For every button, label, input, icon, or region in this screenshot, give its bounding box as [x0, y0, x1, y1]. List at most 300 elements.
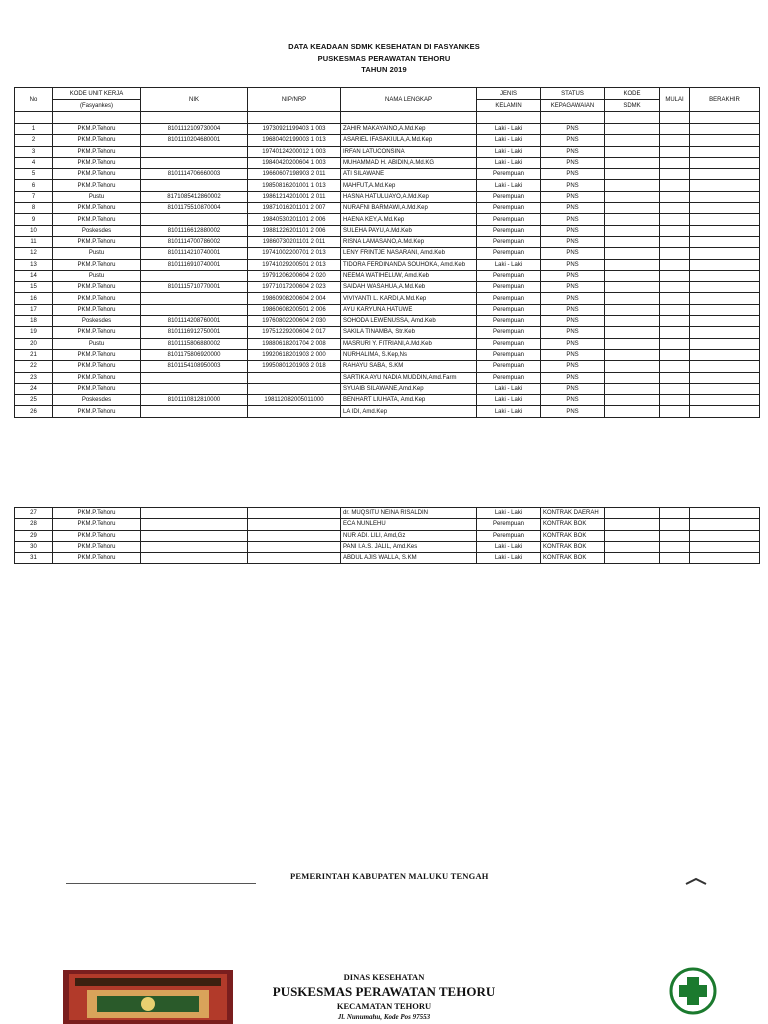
- cell-unit: PKM.P.Tehoru: [53, 406, 141, 417]
- cell-berakhir: [690, 282, 760, 293]
- cell-nik: [141, 508, 248, 519]
- cell-no: 9: [15, 214, 53, 225]
- cell-berakhir: [690, 124, 760, 135]
- cell-nip: 19730921199403 1 003: [248, 124, 341, 135]
- cell-no: 2: [15, 135, 53, 146]
- cell-nama: LA IDI, Amd.Kep: [341, 406, 477, 417]
- cell-status: PNS: [541, 124, 605, 135]
- cell-kode: [605, 541, 660, 552]
- cell-gender: Perempuan: [477, 372, 541, 383]
- report-subtitle: PUSKESMAS PERAWATAN TEHORU: [317, 54, 451, 63]
- cell-gender: Perempuan: [477, 519, 541, 530]
- cell-no: 30: [15, 541, 53, 552]
- cell-no: 19: [15, 327, 53, 338]
- cell-gender: Perempuan: [477, 304, 541, 315]
- cell-nama: HAENA KEY,A.Md.Kep: [341, 214, 477, 225]
- cell-status: PNS: [541, 349, 605, 360]
- cell-no: 17: [15, 304, 53, 315]
- cell-nik: [141, 146, 248, 157]
- cell-kode: [605, 316, 660, 327]
- table-row: [15, 214, 760, 225]
- cell-nip: 19840420200604 1 003: [248, 157, 341, 168]
- cell-kode: [605, 214, 660, 225]
- cell-nik: 8101115806880002: [141, 338, 248, 349]
- table-row: [15, 259, 760, 270]
- cell-mulai: [660, 406, 690, 417]
- cell-berakhir: [690, 508, 760, 519]
- cell-gender: Laki - Laki: [477, 135, 541, 146]
- cell-gender: Laki - Laki: [477, 124, 541, 135]
- cell-berakhir: [690, 406, 760, 417]
- cell-nip: [248, 508, 341, 519]
- cell-no: 20: [15, 338, 53, 349]
- cell-nama: LENY FRINTJE NASARANI, Amd.Keb: [341, 248, 477, 259]
- cell-nip: 19751229200604 2 017: [248, 327, 341, 338]
- cell-nama: RISNA LAMASANO,A.Md.Kep: [341, 236, 477, 247]
- cell-kode: [605, 236, 660, 247]
- cell-unit: PKM.P.Tehoru: [53, 361, 141, 372]
- cell-nik: 8101112109730004: [141, 124, 248, 135]
- cell-nama: ATI SILAWANE: [341, 169, 477, 180]
- cell-kode: [605, 282, 660, 293]
- cell-nama: BENHART LIUHATA, Amd.Kep: [341, 395, 477, 406]
- cell-nik: 8101175806920000: [141, 349, 248, 360]
- cell-status: PNS: [541, 146, 605, 157]
- cell-nama: NURAFNI BARMAWI,A.Md.Kep: [341, 203, 477, 214]
- cell-mulai: [660, 541, 690, 552]
- col-unit-top: KODE UNIT KERJA: [53, 88, 141, 100]
- cell-mulai: [660, 508, 690, 519]
- cell-unit: PKM.P.Tehoru: [53, 541, 141, 552]
- cell-unit: PKM.P.Tehoru: [53, 327, 141, 338]
- cell-kode: [605, 327, 660, 338]
- cell-status: KONTRAK BOK: [541, 530, 605, 541]
- cell-unit: Pustu: [53, 270, 141, 281]
- signature-line: [66, 883, 256, 884]
- cell-mulai: [660, 383, 690, 394]
- cell-nama: NURHALIMA, S.Kep,Ns: [341, 349, 477, 360]
- cell-mulai: [660, 553, 690, 564]
- cell-gender: Perempuan: [477, 316, 541, 327]
- cell-no: 7: [15, 191, 53, 202]
- cell-mulai: [660, 259, 690, 270]
- cell-kode: [605, 270, 660, 281]
- cell-nik: 8101114706660003: [141, 169, 248, 180]
- cell-status: KONTRAK BOK: [541, 519, 605, 530]
- cell-kode: [605, 124, 660, 135]
- cell-no: 27: [15, 508, 53, 519]
- cell-gender: Perempuan: [477, 191, 541, 202]
- cell-nama: SOHODA LEWENUSSA, Amd.Keb: [341, 316, 477, 327]
- header-row-top: [15, 88, 760, 100]
- cell-mulai: [660, 225, 690, 236]
- cell-mulai: [660, 519, 690, 530]
- cell-nik: [141, 293, 248, 304]
- cell-unit: PKM.P.Tehoru: [53, 530, 141, 541]
- cell-nip: 19741002200701 2 013: [248, 248, 341, 259]
- cell-unit: Pustu: [53, 248, 141, 259]
- cell-nik: 8101116612880002: [141, 225, 248, 236]
- dinas-title: DINAS KESEHATAN: [343, 972, 425, 982]
- cell-berakhir: [690, 361, 760, 372]
- cell-status: PNS: [541, 203, 605, 214]
- cell-berakhir: [690, 327, 760, 338]
- cell-status: KONTRAK BOK: [541, 553, 605, 564]
- cell-no: 24: [15, 383, 53, 394]
- table-row: [15, 553, 760, 564]
- cell-gender: Perempuan: [477, 270, 541, 281]
- table-row: [15, 270, 760, 281]
- cell-nik: [141, 304, 248, 315]
- cell-kode: [605, 338, 660, 349]
- cell-kode: [605, 519, 660, 530]
- cell-gender: Laki - Laki: [477, 146, 541, 157]
- cell-nama: MUHAMMAD H. ABIDIN,A.Md.KG: [341, 157, 477, 168]
- cell-berakhir: [690, 169, 760, 180]
- cell-nama: SARTIKA AYU NADIA MUDDIN,Amd.Farm: [341, 372, 477, 383]
- cell-status: PNS: [541, 293, 605, 304]
- table-row: [15, 180, 760, 191]
- cell-kode: [605, 146, 660, 157]
- cell-nip: 19740124200012 1 003: [248, 146, 341, 157]
- table-row: [15, 225, 760, 236]
- col-nik: NIK: [141, 88, 248, 112]
- table-row: [15, 293, 760, 304]
- cell-nip: 19741029200501 2 013: [248, 259, 341, 270]
- cell-no: 11: [15, 236, 53, 247]
- cell-kode: [605, 383, 660, 394]
- cell-no: 15: [15, 282, 53, 293]
- cell-no: 8: [15, 203, 53, 214]
- cell-no: 29: [15, 530, 53, 541]
- table-row: [15, 530, 760, 541]
- col-status-bottom: KEPAGAWAIAN: [541, 100, 605, 112]
- cell-unit: Pustu: [53, 338, 141, 349]
- cell-status: PNS: [541, 191, 605, 202]
- cell-status: KONTRAK DAERAH: [541, 508, 605, 519]
- table-row: [15, 406, 760, 417]
- cell-nama: SAKILA TINAMBA, Str.Keb: [341, 327, 477, 338]
- cell-no: 18: [15, 316, 53, 327]
- cell-mulai: [660, 372, 690, 383]
- cell-gender: Laki - Laki: [477, 259, 541, 270]
- table-row: [15, 236, 760, 247]
- cell-berakhir: [690, 248, 760, 259]
- cell-nik: 8101110812810000: [141, 395, 248, 406]
- cell-gender: Perempuan: [477, 338, 541, 349]
- cell-berakhir: [690, 203, 760, 214]
- cell-status: PNS: [541, 214, 605, 225]
- kecamatan-title: KECAMATAN TEHORU: [336, 1001, 432, 1011]
- government-header: PEMERINTAH KABUPATEN MALUKU TENGAH: [290, 871, 489, 881]
- cell-nik: [141, 519, 248, 530]
- cell-nik: [141, 553, 248, 564]
- cell-gender: Laki - Laki: [477, 541, 541, 552]
- cell-nama: NEEMA WATIHELUW, Amd.Keb: [341, 270, 477, 281]
- cell-gender: Laki - Laki: [477, 157, 541, 168]
- cell-mulai: [660, 293, 690, 304]
- chevron-up-icon: [684, 876, 708, 886]
- cell-nama: SYUAIB SILAWANE,Amd.Kep: [341, 383, 477, 394]
- cell-no: 16: [15, 293, 53, 304]
- cell-mulai: [660, 304, 690, 315]
- cell-nama: SULEHA PAYU,A.Md.Keb: [341, 225, 477, 236]
- table-row: [15, 395, 760, 406]
- cell-nik: 8101116912750001: [141, 327, 248, 338]
- cell-nama: RAHAYU SABA, S.KM: [341, 361, 477, 372]
- cell-status: PNS: [541, 304, 605, 315]
- cell-nama: TIDORA FERDINANDA SOUHOKA, Amd.Keb: [341, 259, 477, 270]
- cell-kode: [605, 259, 660, 270]
- cell-nip: 19950801201903 2 018: [248, 361, 341, 372]
- cell-status: PNS: [541, 157, 605, 168]
- cell-nip: 19860908200604 2 004: [248, 293, 341, 304]
- cell-no: 4: [15, 157, 53, 168]
- cell-kode: [605, 508, 660, 519]
- cell-nip: 19920618201903 2 000: [248, 349, 341, 360]
- cell-nik: 8101154108950003: [141, 361, 248, 372]
- cell-unit: PKM.P.Tehoru: [53, 383, 141, 394]
- cell-berakhir: [690, 225, 760, 236]
- cell-unit: Poskesdes: [53, 395, 141, 406]
- address-line: Jl. Nunumahu, Kode Pos 97553: [337, 1013, 431, 1021]
- cell-unit: PKM.P.Tehoru: [53, 508, 141, 519]
- cell-nama: ECA NUNLEHU: [341, 519, 477, 530]
- cell-nik: 8101114208760001: [141, 316, 248, 327]
- cell-nik: [141, 383, 248, 394]
- cell-berakhir: [690, 157, 760, 168]
- cell-nik: [141, 180, 248, 191]
- cell-no: 13: [15, 259, 53, 270]
- cell-no: 21: [15, 349, 53, 360]
- cell-nip: 19881226201101 2 006: [248, 225, 341, 236]
- cell-status: PNS: [541, 270, 605, 281]
- cell-nik: 8101116910740001: [141, 259, 248, 270]
- cell-nip: 19860730201101 2 011: [248, 236, 341, 247]
- cell-unit: PKM.P.Tehoru: [53, 304, 141, 315]
- cell-unit: PKM.P.Tehoru: [53, 293, 141, 304]
- cell-nik: [141, 157, 248, 168]
- cell-nik: [141, 214, 248, 225]
- cell-berakhir: [690, 383, 760, 394]
- cell-nik: 8101175510870004: [141, 203, 248, 214]
- table-row: [15, 541, 760, 552]
- cell-status: PNS: [541, 383, 605, 394]
- cell-nik: 8171085412860002: [141, 191, 248, 202]
- cell-mulai: [660, 236, 690, 247]
- cell-unit: PKM.P.Tehoru: [53, 203, 141, 214]
- cell-gender: Perempuan: [477, 203, 541, 214]
- col-kode-bottom: SDMK: [605, 100, 660, 112]
- cell-nama: ZAHIR MAKAYAINO,A.Md.Kep: [341, 124, 477, 135]
- table-row: [15, 146, 760, 157]
- cell-no: 14: [15, 270, 53, 281]
- cell-status: PNS: [541, 135, 605, 146]
- cell-gender: Perempuan: [477, 214, 541, 225]
- cell-kode: [605, 169, 660, 180]
- cell-berakhir: [690, 530, 760, 541]
- cell-nip: [248, 519, 341, 530]
- cell-kode: [605, 293, 660, 304]
- cell-nip: 19871016201101 2 007: [248, 203, 341, 214]
- cell-gender: Perempuan: [477, 293, 541, 304]
- cell-unit: PKM.P.Tehoru: [53, 519, 141, 530]
- cell-berakhir: [690, 541, 760, 552]
- cell-mulai: [660, 124, 690, 135]
- cell-berakhir: [690, 270, 760, 281]
- cell-no: 23: [15, 372, 53, 383]
- cell-gender: Perempuan: [477, 225, 541, 236]
- cell-kode: [605, 349, 660, 360]
- cell-gender: Perempuan: [477, 361, 541, 372]
- cell-no: 1: [15, 124, 53, 135]
- cell-berakhir: [690, 553, 760, 564]
- cell-status: PNS: [541, 361, 605, 372]
- cell-unit: PKM.P.Tehoru: [53, 236, 141, 247]
- cell-mulai: [660, 316, 690, 327]
- cell-nama: MAHFUT,A.Md.Kep: [341, 180, 477, 191]
- cell-status: PNS: [541, 248, 605, 259]
- cell-nik: [141, 406, 248, 417]
- cell-nik: [141, 270, 248, 281]
- cell-nama: ABDUL AJIS WALLA, S.KM: [341, 553, 477, 564]
- cell-kode: [605, 225, 660, 236]
- cell-status: PNS: [541, 236, 605, 247]
- cell-unit: PKM.P.Tehoru: [53, 124, 141, 135]
- cell-gender: Perempuan: [477, 349, 541, 360]
- cell-nama: ASARIEL IFASAKIULA,A.Md.Kep: [341, 135, 477, 146]
- cell-unit: PKM.P.Tehoru: [53, 146, 141, 157]
- spacer-row: [15, 112, 760, 124]
- cell-gender: Laki - Laki: [477, 508, 541, 519]
- cell-status: PNS: [541, 406, 605, 417]
- cell-mulai: [660, 146, 690, 157]
- cell-berakhir: [690, 338, 760, 349]
- col-no: No: [15, 88, 53, 112]
- table-row: [15, 157, 760, 168]
- cell-berakhir: [690, 395, 760, 406]
- cell-status: PNS: [541, 225, 605, 236]
- cell-mulai: [660, 530, 690, 541]
- cell-kode: [605, 553, 660, 564]
- cell-nip: 19861214201001 2 011: [248, 191, 341, 202]
- cell-mulai: [660, 327, 690, 338]
- cell-nik: [141, 372, 248, 383]
- cell-kode: [605, 157, 660, 168]
- cell-nama: PANI I.A.S. JALIL, Amd.Kes: [341, 541, 477, 552]
- cell-unit: PKM.P.Tehoru: [53, 135, 141, 146]
- cell-gender: Perempuan: [477, 282, 541, 293]
- cell-gender: Perempuan: [477, 530, 541, 541]
- cell-status: PNS: [541, 316, 605, 327]
- cell-mulai: [660, 191, 690, 202]
- cell-status: PNS: [541, 180, 605, 191]
- cell-berakhir: [690, 191, 760, 202]
- table-row: [15, 203, 760, 214]
- cell-status: PNS: [541, 259, 605, 270]
- cell-nip: 19840530201101 2 006: [248, 214, 341, 225]
- cell-nik: 8101114700786002: [141, 236, 248, 247]
- col-nip: NIP/NRP: [248, 88, 341, 112]
- col-status-top: STATUS: [541, 88, 605, 100]
- cell-no: 22: [15, 361, 53, 372]
- cell-kode: [605, 304, 660, 315]
- cell-unit: PKM.P.Tehoru: [53, 372, 141, 383]
- table-row: [15, 135, 760, 146]
- cell-no: 26: [15, 406, 53, 417]
- cell-no: 25: [15, 395, 53, 406]
- table-row: [15, 124, 760, 135]
- cell-nip: 19860608200501 2 006: [248, 304, 341, 315]
- cell-no: 6: [15, 180, 53, 191]
- cell-nik: 8101110204680001: [141, 135, 248, 146]
- cell-nip: [248, 553, 341, 564]
- cell-gender: Perempuan: [477, 248, 541, 259]
- cell-berakhir: [690, 259, 760, 270]
- cell-nip: 19760802200604 2 030: [248, 316, 341, 327]
- cell-mulai: [660, 270, 690, 281]
- table-row: [15, 338, 760, 349]
- col-jenis-bottom: KELAMIN: [477, 100, 541, 112]
- cell-nip: 19660607198903 2 011: [248, 169, 341, 180]
- cell-unit: PKM.P.Tehoru: [53, 553, 141, 564]
- cell-kode: [605, 361, 660, 372]
- cell-unit: PKM.P.Tehoru: [53, 214, 141, 225]
- cell-status: PNS: [541, 169, 605, 180]
- cell-kode: [605, 406, 660, 417]
- cell-nik: [141, 541, 248, 552]
- contract-staff-table: [14, 507, 760, 564]
- cell-no: 28: [15, 519, 53, 530]
- cell-unit: Poskesdes: [53, 225, 141, 236]
- cell-mulai: [660, 180, 690, 191]
- cell-nama: VIVIYANTI L. KARDI,A.Md.Kep: [341, 293, 477, 304]
- cell-nip: [248, 383, 341, 394]
- cell-status: PNS: [541, 372, 605, 383]
- cell-no: 31: [15, 553, 53, 564]
- cell-unit: Pustu: [53, 191, 141, 202]
- cell-kode: [605, 203, 660, 214]
- cell-unit: PKM.P.Tehoru: [53, 157, 141, 168]
- cell-mulai: [660, 349, 690, 360]
- cell-nik: [141, 530, 248, 541]
- cell-nip: [248, 541, 341, 552]
- col-berakhir: BERAKHIR: [690, 88, 760, 112]
- cell-kode: [605, 135, 660, 146]
- cell-berakhir: [690, 293, 760, 304]
- cell-mulai: [660, 157, 690, 168]
- cell-nip: 19771017200604 2 023: [248, 282, 341, 293]
- table-row: [15, 282, 760, 293]
- cell-unit: PKM.P.Tehoru: [53, 282, 141, 293]
- cell-berakhir: [690, 316, 760, 327]
- cell-nama: dr. MUQSITU NEINA RISALDIN: [341, 508, 477, 519]
- table-row: [15, 372, 760, 383]
- cell-gender: Perempuan: [477, 327, 541, 338]
- cell-status: PNS: [541, 327, 605, 338]
- cell-berakhir: [690, 349, 760, 360]
- cell-nama: MASRURI Y. FITRIANI,A.Md.Keb: [341, 338, 477, 349]
- table-row: [15, 349, 760, 360]
- cell-unit: PKM.P.Tehoru: [53, 180, 141, 191]
- cell-gender: Laki - Laki: [477, 553, 541, 564]
- cell-nip: 19880618201704 2 008: [248, 338, 341, 349]
- cell-mulai: [660, 135, 690, 146]
- cell-mulai: [660, 169, 690, 180]
- table-row: [15, 508, 760, 519]
- cell-nik: 8101115710770001: [141, 282, 248, 293]
- cell-kode: [605, 395, 660, 406]
